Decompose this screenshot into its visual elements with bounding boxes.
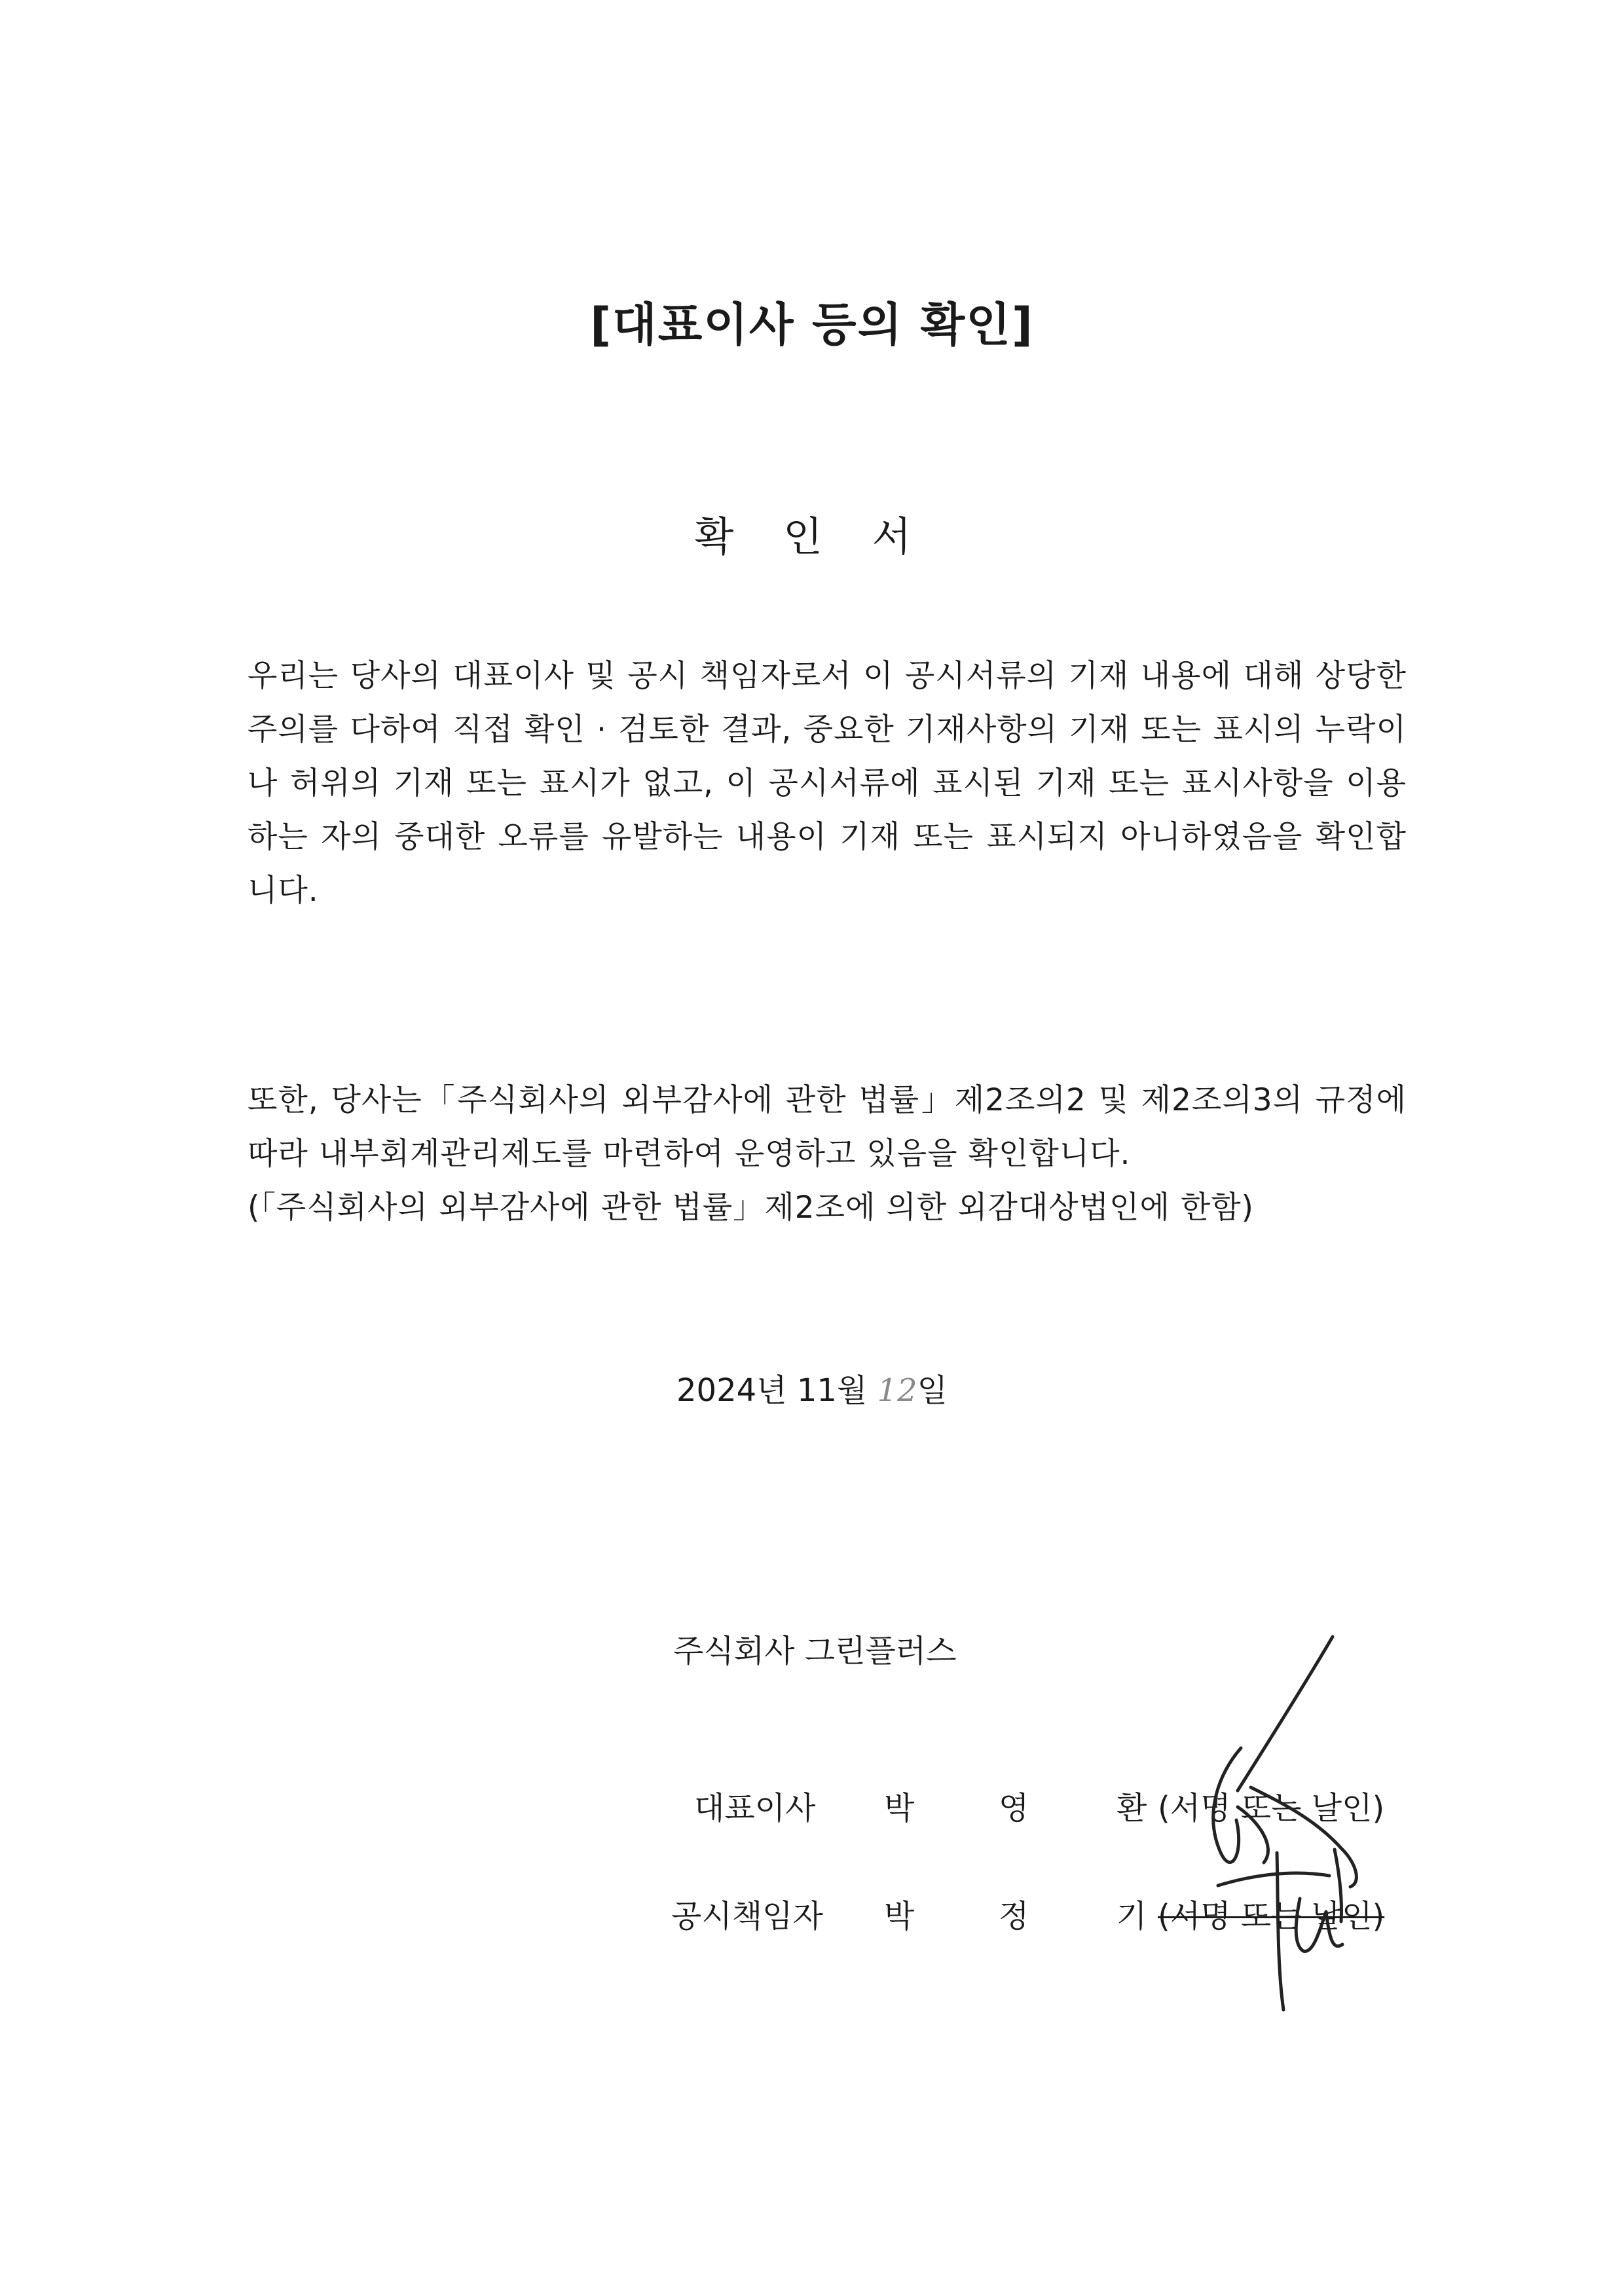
page-title: [대표이사 등의 확인] [590,298,1034,352]
date-day-suffix: 일 [917,1372,948,1409]
internal-control-paragraph [248,1074,1407,1235]
officer-name-char-1: 박 [884,1898,915,1935]
ceo-name-char-1: 박 [884,1790,915,1827]
document-date [0,1365,1624,1410]
document-subtitle: 확 인 서 [694,513,930,560]
internal-control-note: (「주식회사의 외부감사에 관한 법률」제2조에 의한 외감대상법인에 한함) [248,1190,1254,1226]
officer-name-char-3: 기 [1116,1898,1147,1935]
ceo-name-char-3: 환 [1116,1790,1147,1827]
internal-control-text: 또한, 당사는「주식회사의 외부감사에 관한 법률」제2조의2 및 제2조의3의 규정에 따라 내부회계관리제도를 마련하여 운영하고 있음을 확인합니다. [248,1082,1407,1172]
officer-name-char-2: 정 [999,1898,1029,1935]
handwritten-signature [1179,1624,1428,2016]
date-month: 11월 [796,1372,868,1409]
officer-sign-note: (서명 또는 날인) [1158,1898,1385,1935]
ceo-sign-note: (서명 또는 날인) [1158,1790,1385,1827]
officer-role: 공시책임자 [671,1898,823,1935]
date-year: 2024년 [676,1372,787,1409]
ceo-role: 대표이사 [694,1790,816,1827]
company-name: 주식회사 그린플러스 [673,1633,957,1669]
ceo-name-char-2: 영 [999,1790,1029,1827]
date-day-handwritten: 12 [877,1372,917,1409]
confirmation-paragraph: 우리는 당사의 대표이사 및 공시 책임자로서 이 공시서류의 기재 내용에 대해 상당한 주의를 다하여 직접 확인 · 검토한 결과, 중요한 기재사항의 기재 또는 표시의 누락이나 허위의 기재 또는 표시가 없고, 이 공시서류에 표시된 기재 또는 표시사항을 이용하는 자의 중대한 오류를 유발하는 내용이 기재 또는 표시되지 아니하였음을 확인합니다. [248,658,1407,909]
